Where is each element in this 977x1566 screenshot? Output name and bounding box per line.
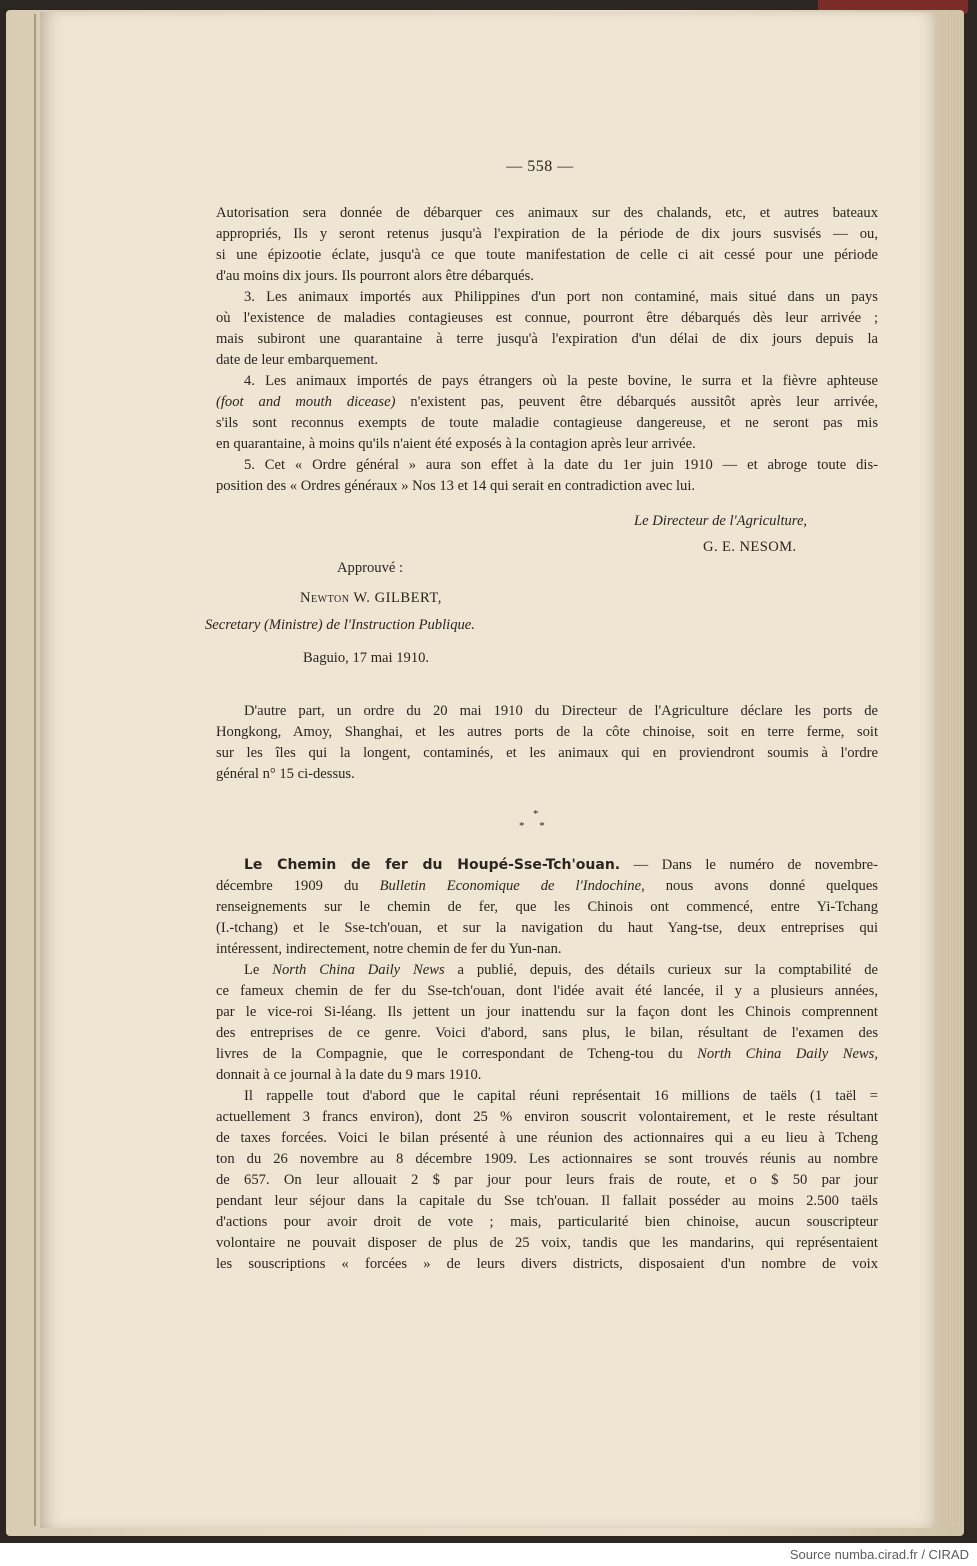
text-line: s'ils sont reconnus exempts de toute maladie contagieuse dangereuse, et ne seront pas mis	[216, 415, 878, 431]
page-number: — 558 —	[506, 158, 574, 175]
text-line: pendant leur séjour dans la capitale du Sse tch'ouan. Il fallait posséder au moins 2.500 taëls	[216, 1193, 878, 1209]
approval-place-date: Baguio, 17 mai 1910.	[303, 650, 430, 666]
text-line: intéressent, indirectement, notre chemin de fer du Yun-nan.	[216, 941, 562, 957]
italic-phrase: Bulletin Economique de l'Indochine,	[379, 878, 645, 894]
approval-label: Approuvé :	[337, 560, 404, 576]
text-line: d'actions pour avoir droit de vote ; mais, particularité bien chinoise, aucun souscripteur	[216, 1214, 878, 1230]
text-line: D'autre part, un ordre du 20 mai 1910 du Directeur de l'Agriculture déclare les ports de	[244, 703, 878, 719]
text-line: de 657. On leur allouait 2 $ par jour pour leurs frais de route, et o $ 50 par jour	[216, 1172, 878, 1188]
text-line	[244, 855, 878, 875]
source-credit-footer: Source numba.cirad.fr / CIRAD	[0, 1543, 977, 1566]
text-span: nous avons donné quelques	[644, 878, 878, 894]
separator-asterisks: * *	[519, 820, 545, 832]
text-span: Le	[244, 962, 273, 978]
text-line: les souscriptions « forcées » de leurs divers districts, disposaient d'un nombre de voix	[216, 1256, 878, 1272]
text-span: décembre 1909 du	[216, 878, 380, 894]
text-line: Autorisation sera donnée de débarquer ces animaux sur des chalands, etc, et autres bateaux	[216, 205, 878, 221]
text-line: 3. Les animaux importés aux Philippines d'un port non contaminé, mais situé dans un pays	[244, 289, 878, 305]
signature-title: Le Directeur de l'Agriculture,	[634, 513, 808, 529]
text-line: Hongkong, Amoy, Shanghai, et les autres ports de la côte chinoise, soit en terre ferme, soit	[216, 724, 878, 740]
text-line: Il rappelle tout d'abord que le capital réuni représentait 16 millions de taëls (1 taël =	[244, 1088, 878, 1104]
text-line: actuellement 3 francs environ), dont 25 % environ souscrit volontairement, et le reste résultant	[216, 1109, 878, 1125]
text-line: position des « Ordres généraux » Nos 13 et 14 qui serait en contradiction avec lui.	[216, 478, 696, 494]
text-span: livres de la Compagnie, que le correspondant de Tcheng-tou du	[216, 1046, 698, 1062]
text-line: en quarantaine, à moins qu'ils n'aient été exposés à la contagion après leur arrivée.	[216, 436, 696, 452]
text-line: d'au moins dix jours. Ils pourront alors être débarqués.	[216, 268, 534, 284]
text-line: ce fameux chemin de fer du Sse-tch'ouan, dont l'idée avait été lancée, il y a plusieurs années,	[216, 983, 878, 999]
approval-name: Newton W. GILBERT,	[300, 590, 442, 606]
text-line: si une épizootie éclate, jusqu'à ce que toute manifestation de celle ci ait cessé pour une période	[216, 247, 878, 263]
italic-phrase: North China Daily News	[272, 962, 445, 978]
italic-phrase: (foot and mouth dicease)	[216, 394, 396, 410]
text-line: date de leur embarquement.	[216, 352, 379, 368]
text-line: (I.-tchang) et le Sse-tch'ouan, et sur la navigation du haut Yang-tse, deux entreprises qui	[216, 920, 878, 936]
text-line: donnait à ce journal à la date du 9 mars 1910.	[216, 1067, 482, 1083]
text-line	[216, 876, 878, 896]
text-line: appropriés, Ils y seront retenus jusqu'à l'expiration de la période de dix jours susvisés — ou,	[216, 226, 878, 242]
text-line: ton du 26 novembre au 8 décembre 1909. Les actionnaires se sont trouvés réunis au nombre	[216, 1151, 878, 1167]
text-line: mais subiront une quarantaine à terre jusqu'à l'expiration d'un délai de dix jours depuis la	[216, 331, 878, 347]
separator-asterisk: *	[533, 808, 539, 820]
text-line	[216, 392, 878, 412]
text-line: des entreprises de ce genre. Voici d'abord, sans plus, le bilan, résultant de l'examen des	[216, 1025, 878, 1041]
text-span: n'existent pas, peuvent être débarqués aussitôt après leur arrivée,	[395, 394, 878, 410]
text-line: volontaire ne pouvait disposer de plus de 25 voix, tandis que les mandarins, qui représentaient	[216, 1235, 878, 1251]
text-line: renseignements sur le chemin de fer, que les Chinois ont commencé, entre Yi-Tchang	[216, 899, 878, 915]
text-span: — Dans le numéro de novembre-	[620, 857, 879, 873]
text-line: sur les îles qui la longent, contaminés, et les animaux qui en proviendront soumis à l'ordre	[216, 745, 878, 761]
text-line: par le vice-roi Si-léang. Ils jettent un jour inattendu sur la façon dont les Chinois comprennent	[216, 1004, 878, 1020]
text-span: a publié, depuis, des détails curieux sur la comptabilité de	[444, 962, 878, 978]
text-line: où l'existence de maladies contagieuses est connue, pourront être débarqués dès leur arrivée ;	[216, 310, 878, 326]
page-fore-edge	[938, 16, 960, 1526]
text-line: 5. Cet « Ordre général » aura son effet à la date du 1er juin 1910 — et abroge toute dis-	[244, 457, 878, 473]
italic-phrase: North China Daily News,	[697, 1046, 878, 1062]
book-spine-gutter	[34, 14, 36, 1526]
section-heading: Le Chemin de fer du Houpé-Sse-Tch'ouan.	[244, 857, 621, 873]
text-line: de taxes forcées. Voici le bilan présenté à une réunion des actionnaires qui a eu lieu à Tcheng	[216, 1130, 878, 1146]
text-line: général n° 15 ci-dessus.	[216, 766, 355, 782]
text-line: 4. Les animaux importés de pays étrangers où la peste bovine, le surra et la fièvre aphteuse	[244, 373, 878, 389]
text-line	[216, 1044, 878, 1064]
signature-name: G. E. NESOM.	[703, 539, 797, 555]
text-line	[244, 960, 878, 980]
approval-role: Secretary (Ministre) de l'Instruction Publique.	[205, 617, 475, 633]
